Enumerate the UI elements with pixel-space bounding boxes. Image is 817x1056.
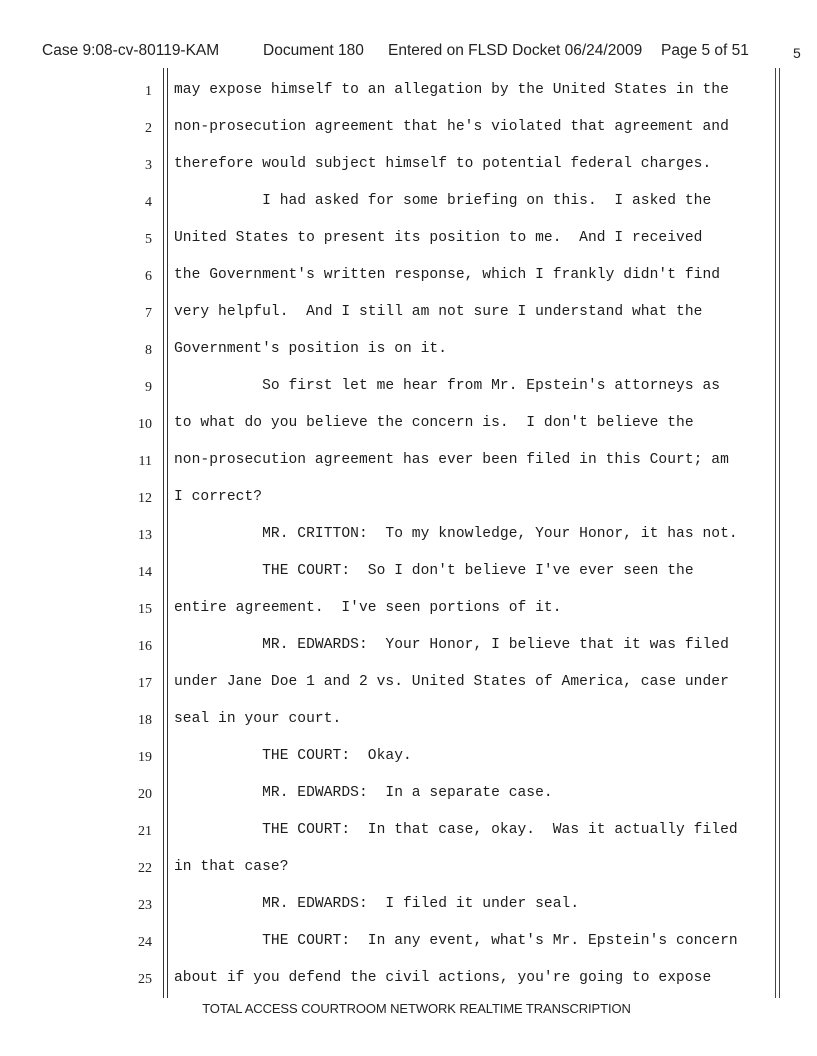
transcript-line: [0, 635, 817, 657]
line-number: 8: [145, 343, 152, 358]
line-text: therefore would subject himself to potential federal charges.: [174, 156, 712, 172]
line-number: 12: [138, 491, 152, 506]
line-number: 14: [138, 565, 152, 580]
transcript-line: [0, 931, 817, 953]
transcript-line: [0, 487, 817, 509]
line-text: THE COURT: In that case, okay. Was it actually filed: [174, 822, 738, 838]
line-number: 4: [145, 195, 152, 210]
transcript-line: [0, 191, 817, 213]
line-number: 2: [145, 121, 152, 136]
line-number: 17: [138, 676, 152, 691]
line-text: United States to present its position to me. And I received: [174, 230, 703, 246]
transcript-line: [0, 339, 817, 361]
transcript-line: [0, 894, 817, 916]
line-text: non-prosecution agreement that he's violated that agreement and: [174, 119, 729, 135]
line-text: seal in your court.: [174, 711, 342, 727]
transcript-line: [0, 154, 817, 176]
line-number: 22: [138, 861, 152, 876]
line-number: 21: [138, 824, 152, 839]
line-text: under Jane Doe 1 and 2 vs. United States of America, case under: [174, 674, 729, 690]
line-text: entire agreement. I've seen portions of it.: [174, 600, 562, 616]
docket-entry-date: Entered on FLSD Docket 06/24/2009: [388, 42, 643, 59]
line-text: very helpful. And I still am not sure I understand what the: [174, 304, 703, 320]
line-text: MR. EDWARDS: I filed it under seal.: [174, 896, 580, 912]
transcript-line: [0, 376, 817, 398]
transcript-line: [0, 80, 817, 102]
transcript-line: [0, 228, 817, 250]
line-number: 18: [138, 713, 152, 728]
line-text: MR. CRITTON: To my knowledge, Your Honor, it has not.: [174, 526, 738, 542]
line-text: about if you defend the civil actions, you're going to expose: [174, 970, 712, 986]
line-text: Government's position is on it.: [174, 341, 448, 357]
line-number: 25: [138, 972, 152, 987]
transcript-line: [0, 783, 817, 805]
line-number: 6: [145, 269, 152, 284]
transcript-page-number: 5: [793, 45, 801, 61]
line-number: 16: [138, 639, 152, 654]
line-number: 13: [138, 528, 152, 543]
line-number: 20: [138, 787, 152, 802]
transcript-line: [0, 117, 817, 139]
line-number: 15: [138, 602, 152, 617]
line-text: MR. EDWARDS: In a separate case.: [174, 785, 553, 801]
transcription-footer: [0, 1001, 817, 1016]
line-number: 11: [138, 454, 152, 469]
line-text: MR. EDWARDS: Your Honor, I believe that it was filed: [174, 637, 729, 653]
line-number: 10: [138, 417, 152, 432]
transcript-line: [0, 450, 817, 472]
transcript-line: [0, 746, 817, 768]
transcript-line: [0, 968, 817, 990]
transcript-line: [0, 265, 817, 287]
line-number: 19: [138, 750, 152, 765]
line-text: in that case?: [174, 859, 289, 875]
line-number: 7: [145, 306, 152, 321]
line-number: 24: [138, 935, 152, 950]
line-number: 9: [145, 380, 152, 395]
transcript-line: [0, 524, 817, 546]
transcript-line: [0, 672, 817, 694]
line-text: THE COURT: Okay.: [174, 748, 412, 764]
transcript-line: [0, 413, 817, 435]
transcript-line: [0, 709, 817, 731]
line-text: So first let me hear from Mr. Epstein's attorneys as: [174, 378, 721, 394]
transcript-line: [0, 598, 817, 620]
line-text: I had asked for some briefing on this. I asked the: [174, 193, 712, 209]
transcript-line: [0, 857, 817, 879]
line-number: 5: [145, 232, 152, 247]
page-count: Page 5 of 51: [661, 42, 749, 59]
document-number: Document 180: [263, 42, 364, 59]
line-number: 3: [145, 158, 152, 173]
line-text: non-prosecution agreement has ever been filed in this Court; am: [174, 452, 729, 468]
line-text: THE COURT: In any event, what's Mr. Epstein's concern: [174, 933, 738, 949]
line-number: 1: [145, 84, 152, 99]
transcript-line: [0, 820, 817, 842]
line-text: may expose himself to an allegation by the United States in the: [174, 82, 729, 98]
transcript-line: [0, 561, 817, 583]
line-number: 23: [138, 898, 152, 913]
line-text: to what do you believe the concern is. I don't believe the: [174, 415, 694, 431]
footer-text: TOTAL ACCESS COURTROOM NETWORK REALTIME TRANSCRIPTION: [202, 1001, 631, 1016]
case-number: Case 9:08-cv-80119-KAM: [42, 42, 220, 59]
line-text: the Government's written response, which I frankly didn't find: [174, 267, 721, 283]
line-text: THE COURT: So I don't believe I've ever seen the: [174, 563, 694, 579]
line-text: I correct?: [174, 489, 263, 505]
transcript-line: [0, 302, 817, 324]
